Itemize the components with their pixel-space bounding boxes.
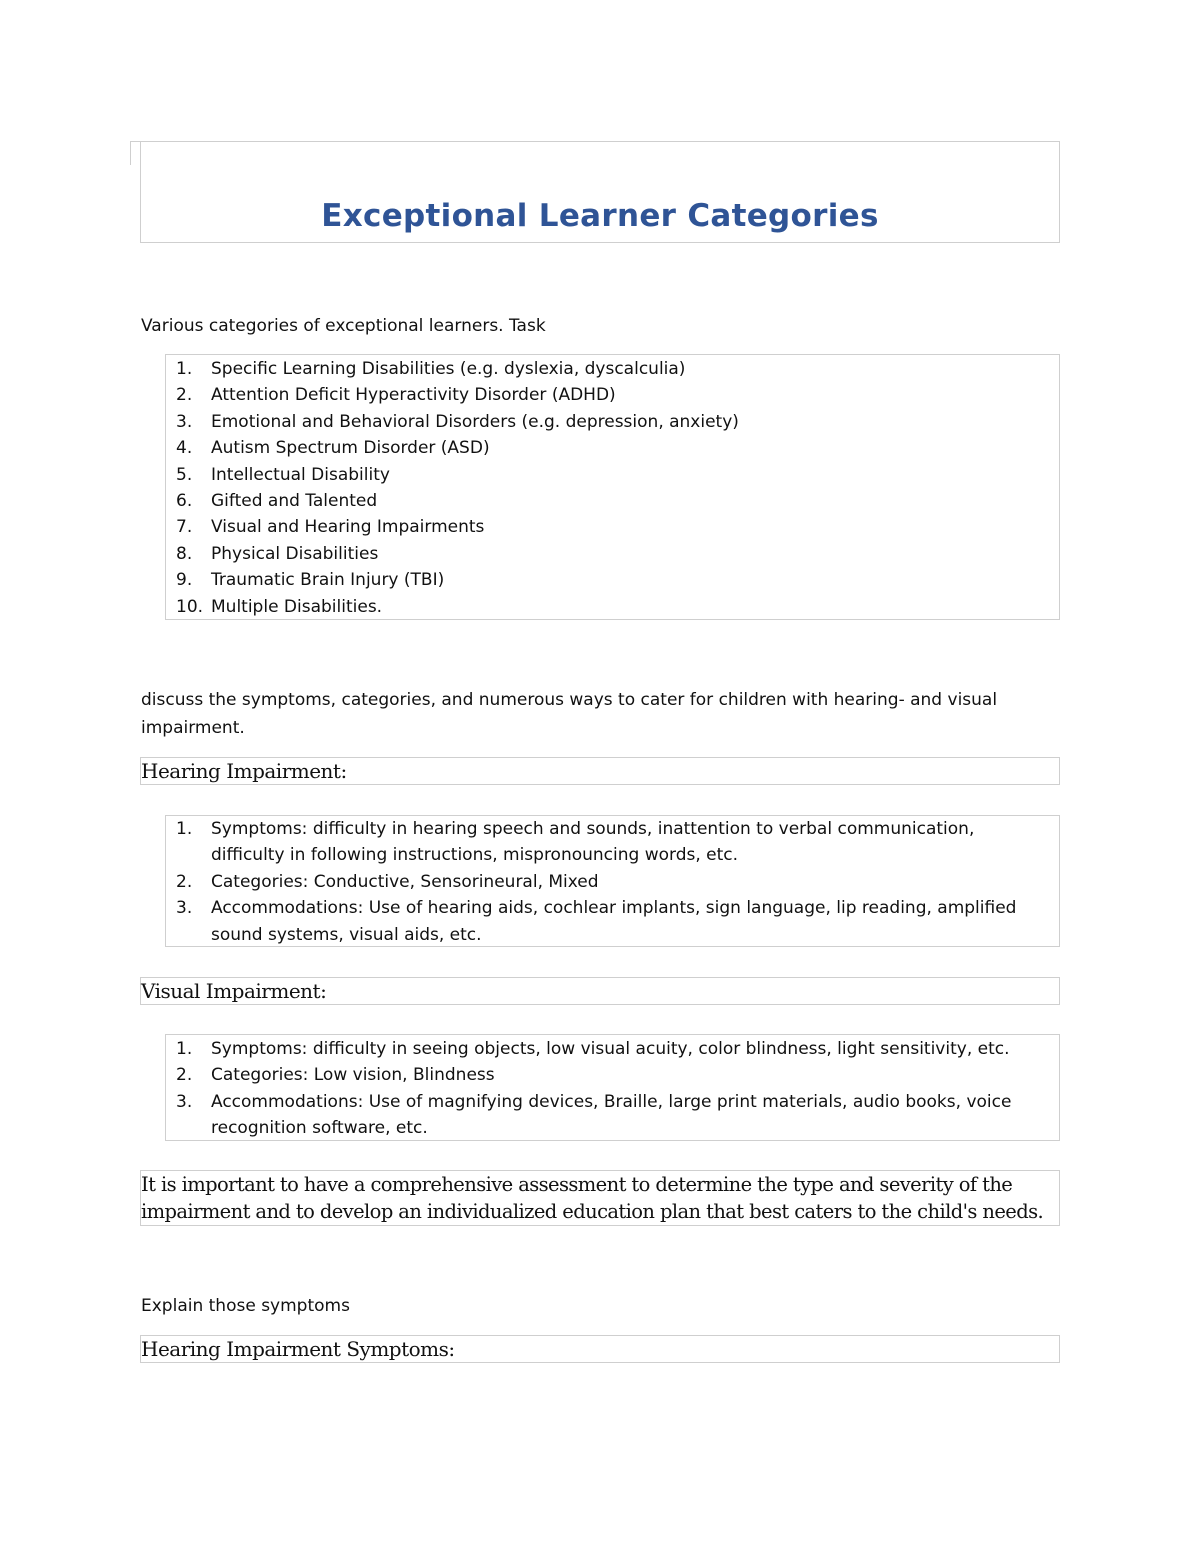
- visual-heading: Visual Impairment:: [141, 979, 327, 1003]
- list-item: 5. Intellectual Disability: [176, 464, 390, 485]
- list-item: 2. Attention Deficit Hyperactivity Disorder (ADHD): [176, 385, 616, 406]
- list-item: 7. Visual and Hearing Impairments: [176, 517, 485, 538]
- list-item: 4. Autism Spectrum Disorder (ASD): [176, 438, 490, 459]
- explain-prompt: Explain those symptoms: [141, 1296, 350, 1316]
- hearing-list: [166, 816, 1036, 948]
- page-title: Exceptional Learner Categories: [321, 198, 879, 234]
- hearing-symptoms-heading: Hearing Impairment Symptoms:: [141, 1337, 455, 1361]
- list-item: 2. Categories: Conductive, Sensorineural, Mixed: [176, 871, 599, 892]
- list-item: 1. Specific Learning Disabilities (e.g. dyslexia, dyscalculia): [176, 359, 686, 379]
- discuss-prompt: discuss the symptoms, categories, and numerous ways to cater for children with hearing- and visual impairment.: [141, 690, 998, 738]
- list-item: 3. Accommodations: Use of hearing aids, cochlear implants, sign language, lip reading, amplified sound systems, visual aids, etc.: [176, 898, 1017, 945]
- list-item: 9. Traumatic Brain Injury (TBI): [176, 570, 445, 591]
- title-frame-notch: [130, 141, 140, 165]
- list-item: 3. Accommodations: Use of magnifying devices, Braille, large print materials, audio books, voice recognition software, etc.: [176, 1091, 1012, 1139]
- list-item: 1. Symptoms: difficulty in seeing objects, low visual acuity, color blindness, light sensitivity, etc.: [176, 1039, 1010, 1059]
- list-item: 3. Emotional and Behavioral Disorders (e.g. depression, anxiety): [176, 411, 739, 432]
- hearing-heading: Hearing Impairment:: [141, 759, 347, 783]
- list-item: 10. Multiple Disabilities.: [176, 596, 383, 617]
- visual-list: [166, 1036, 1036, 1142]
- list-item: 6. Gifted and Talented: [176, 491, 378, 512]
- list-item: 8. Physical Disabilities: [176, 543, 379, 564]
- list-item: 2. Categories: Low vision, Blindness: [176, 1065, 495, 1086]
- intro-text: Various categories of exceptional learners. Task: [141, 316, 546, 336]
- assessment-text: It is important to have a comprehensive assessment to determine the type and severity of the impairment and to develop an individualized education plan that best caters to the child's needs.: [141, 1173, 1044, 1223]
- list-item: 1. Symptoms: difficulty in hearing speech and sounds, inattention to verbal communication, difficulty in following instructions, mispronouncing words, etc.: [176, 819, 975, 866]
- categories-list: [166, 356, 1056, 620]
